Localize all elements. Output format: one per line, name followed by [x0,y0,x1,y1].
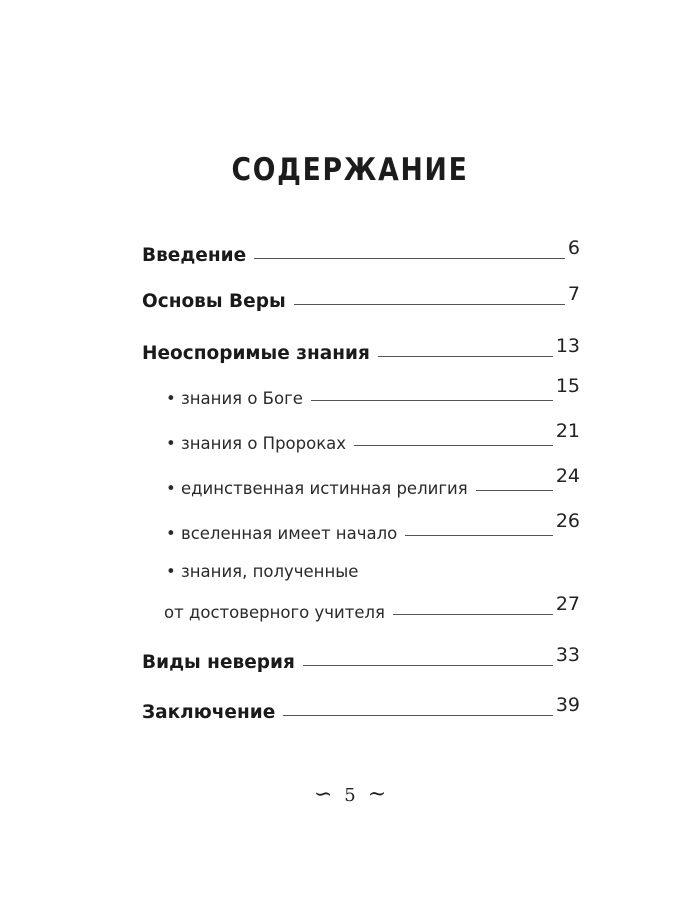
toc-entry-page: 39 [555,694,580,716]
toc-entry-page: 21 [555,420,580,442]
page-title: СОДЕРЖАНИЕ [231,152,469,188]
toc-entry-label: Заключение [142,702,276,723]
toc-entry-types-of-disbelief[interactable] [142,643,580,673]
toc-entry-page: 13 [555,335,580,357]
toc-subentry-knowledge-of-prophets[interactable] [142,420,580,453]
toc-entry-foundations[interactable] [142,282,580,312]
toc-subentry-reliable-teacher[interactable] [142,562,580,622]
leader-line [254,257,565,259]
toc-entry-conclusion[interactable] [142,693,580,723]
right-ornament: ~ [367,782,387,807]
page-number: 5 [344,785,356,806]
toc-subentry-knowledge-of-god[interactable] [142,375,580,408]
leader-line [283,714,553,716]
toc-entry-label: Основы Веры [142,291,286,312]
left-ornament: ∽ [313,782,333,807]
toc-entry-page: 7 [567,283,580,305]
leader-line [378,355,553,357]
toc-entry-row [142,592,580,622]
leader-line [303,664,553,666]
toc-entry-label-line2: от достоверного учителя [164,603,385,622]
toc-entry-introduction[interactable] [142,236,580,266]
toc-entry-page: 33 [555,644,580,666]
leader-line [405,534,553,536]
toc-entry-page: 15 [555,375,580,397]
page-footer [0,782,700,807]
toc-entry-label: • знания о Пророках [166,434,347,453]
leader-line [311,399,553,401]
leader-line [476,489,553,491]
toc-entry-page: 6 [567,237,580,259]
toc-entry-page: 26 [555,510,580,532]
toc-entry-label: • знания о Боге [166,389,303,408]
toc-subentry-universe-beginning[interactable] [142,510,580,543]
leader-line [294,303,565,305]
toc-entry-page: 24 [555,465,580,487]
toc-entry-label-line1: • знания, полученные [166,562,359,581]
toc-entry-page: 27 [555,593,580,615]
toc-subentry-true-religion[interactable] [142,465,580,498]
toc-entry-indisputable-knowledge[interactable] [142,334,580,364]
toc-entry-label: • единственная истинная религия [166,479,468,498]
toc-entry-label: Виды неверия [142,652,295,673]
toc-entry-label: Неоспоримые знания [142,343,370,364]
toc-entry-label: • вселенная имеет начало [166,524,398,543]
toc-entry-label: Введение [142,245,247,266]
leader-line [393,613,553,615]
leader-line [354,444,553,446]
